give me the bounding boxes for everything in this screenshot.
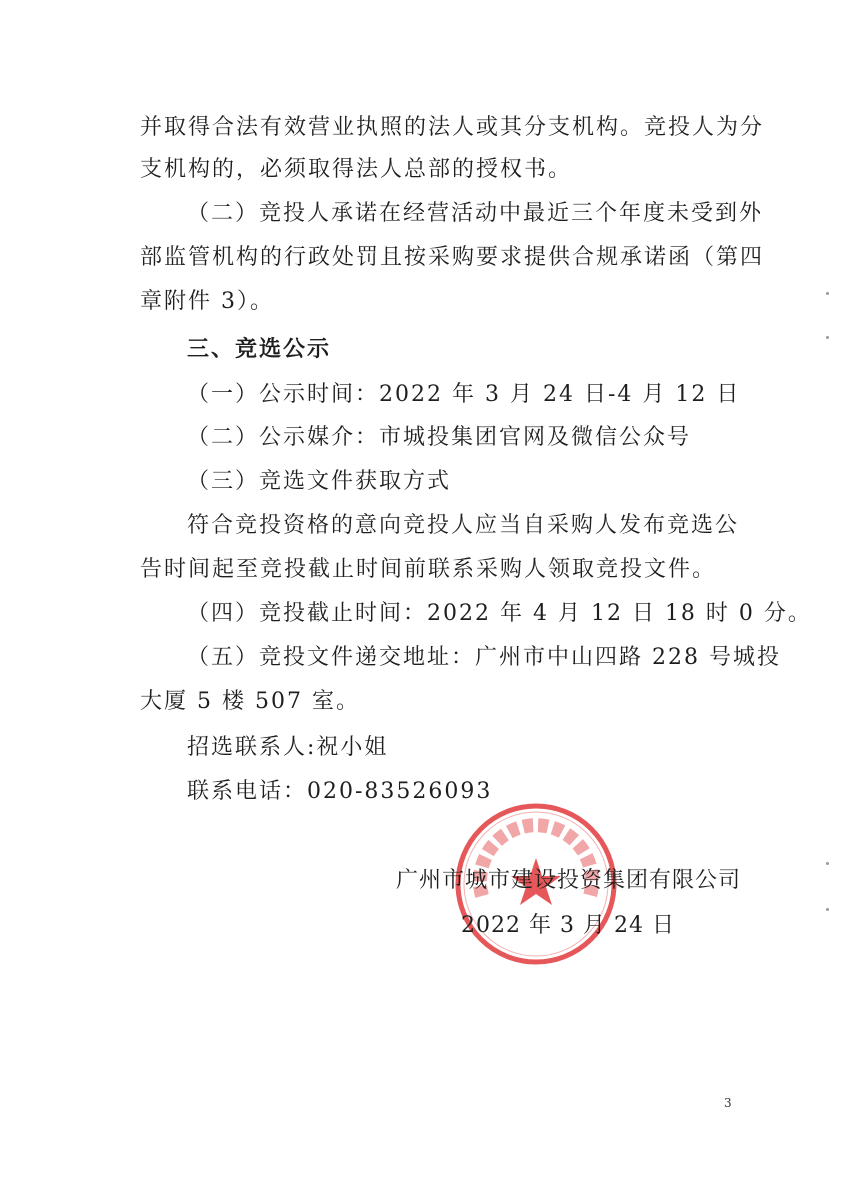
paragraph-line: 告时间起至竞投截止时间前联系采购人领取竞投文件。 (140, 557, 717, 582)
paragraph-line: 章附件 3）。 (140, 289, 274, 314)
scan-speck (826, 908, 829, 911)
scan-speck (826, 336, 829, 339)
section-heading: 三、竞选公示 (187, 337, 332, 362)
paragraph-line: 大厦 5 楼 507 室。 (140, 689, 360, 714)
list-item: （三）竞选文件获取方式 (187, 469, 452, 494)
paragraph-line: 并取得合法有效营业执照的法人或其分支机构。竞投人为分 (140, 115, 765, 140)
page-number: 3 (724, 1096, 732, 1110)
contact-phone: 联系电话：020-83526093 (187, 779, 493, 804)
signature-company: 广州市城市建设投资集团有限公司 (396, 868, 742, 893)
scan-speck (826, 292, 829, 295)
scan-speck (826, 862, 829, 865)
paragraph-line: 部监管机构的行政处罚且按采购要求提供合规承诺函（第四 (140, 245, 765, 270)
list-item: （二）公示媒介：市城投集团官网及微信公众号 (187, 425, 692, 450)
paragraph-line: （二）竞投人承诺在经营活动中最近三个年度未受到外 (187, 201, 764, 226)
list-item: （五）竞投文件递交地址：广州市中山四路 228 号城投 (187, 645, 781, 670)
paragraph-line: 支机构的，必须取得法人总部的授权书。 (140, 157, 573, 182)
signature-date: 2022 年 3 月 24 日 (461, 913, 675, 938)
paragraph-line: 符合竞投资格的意向竞投人应当自采购人发布竞选公 (187, 513, 740, 538)
list-item: （四）竞投截止时间：2022 年 4 月 12 日 18 时 0 分。 (187, 601, 812, 626)
contact-person: 招选联系人:祝小姐 (187, 735, 389, 760)
list-item: （一）公示时间：2022 年 3 月 24 日-4 月 12 日 (187, 382, 741, 407)
